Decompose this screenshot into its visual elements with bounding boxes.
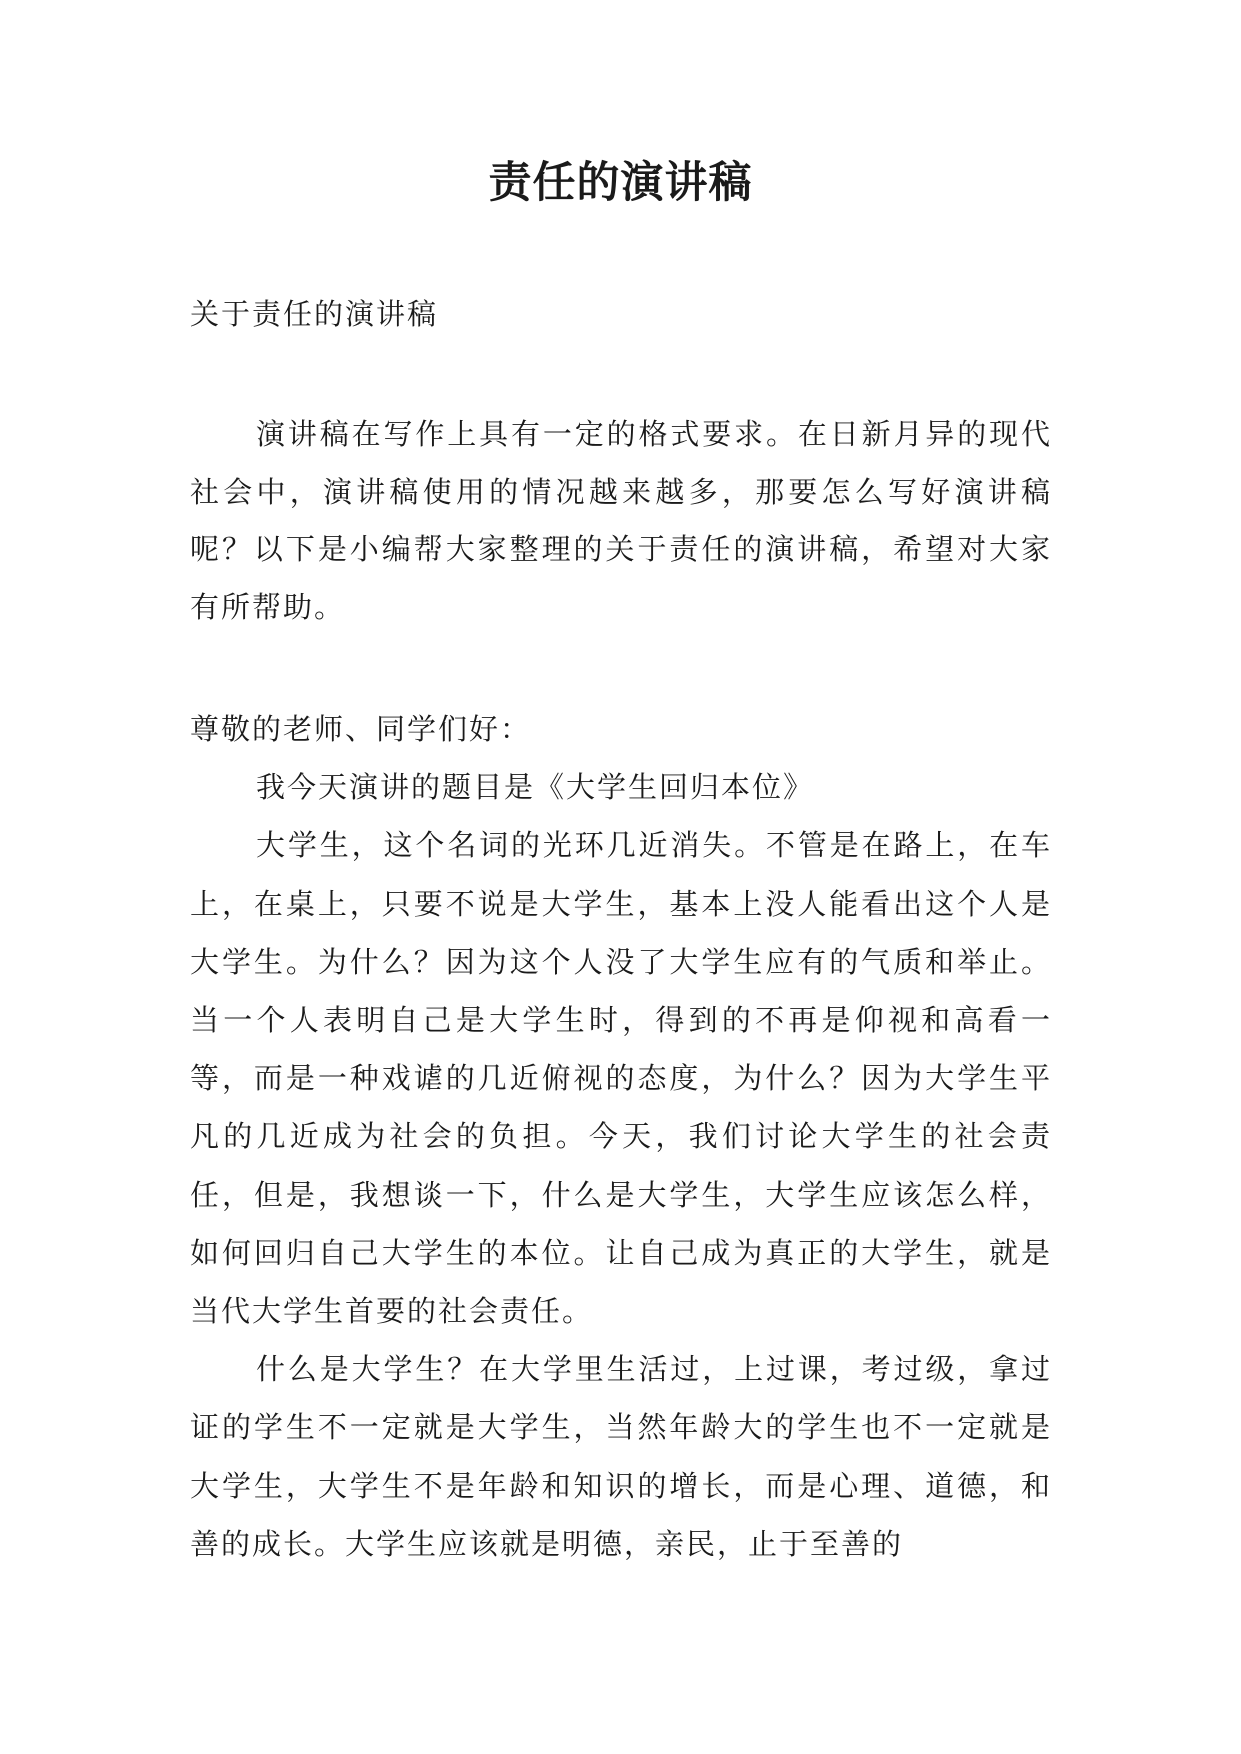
salutation: 尊敬的老师、同学们好：	[190, 712, 532, 746]
speech-body	[190, 700, 1052, 1573]
intro-paragraph: 演讲稿在写作上具有一定的格式要求。在日新月异的现代社会中，演讲稿使用的情况越来越多，那要怎么写好演讲稿呢？以下是小编帮大家整理的关于责任的演讲稿，希望对大家有所帮助。	[190, 417, 1052, 624]
intro-section	[190, 406, 1052, 636]
body-paragraph-1: 大学生，这个名词的光环几近消失。不管是在路上，在车上，在桌上，只要不说是大学生，基本上没人能看出这个人是大学生。为什么？因为这个人没了大学生应有的气质和举止。当一个人表明自己是大学生时，得到的不再是仰视和高看一等，而是一种戏谑的几近俯视的态度，为什么？因为大学生平凡的几近成为社会的负担。今天，我们讨论大学生的社会责任，但是，我想谈一下，什么是大学生，大学生应该怎么样，如何回归自己大学生的本位。让自己成为真正的大学生，就是当代大学生首要的社会责任。	[190, 828, 1052, 1329]
topic-line: 我今天演讲的题目是《大学生回归本位》	[256, 770, 815, 805]
document-subtitle: 关于责任的演讲稿	[190, 297, 439, 331]
document-title: 责任的演讲稿	[488, 158, 753, 208]
body-paragraph-2: 什么是大学生？在大学里生活过，上过课，考过级，拿过证的学生不一定就是大学生，当然年龄大的学生也不一定就是大学生，大学生不是年龄和知识的增长，而是心理、道德，和善的成长。大学生应该就是明德，亲民，止于至善的	[190, 1352, 1052, 1561]
